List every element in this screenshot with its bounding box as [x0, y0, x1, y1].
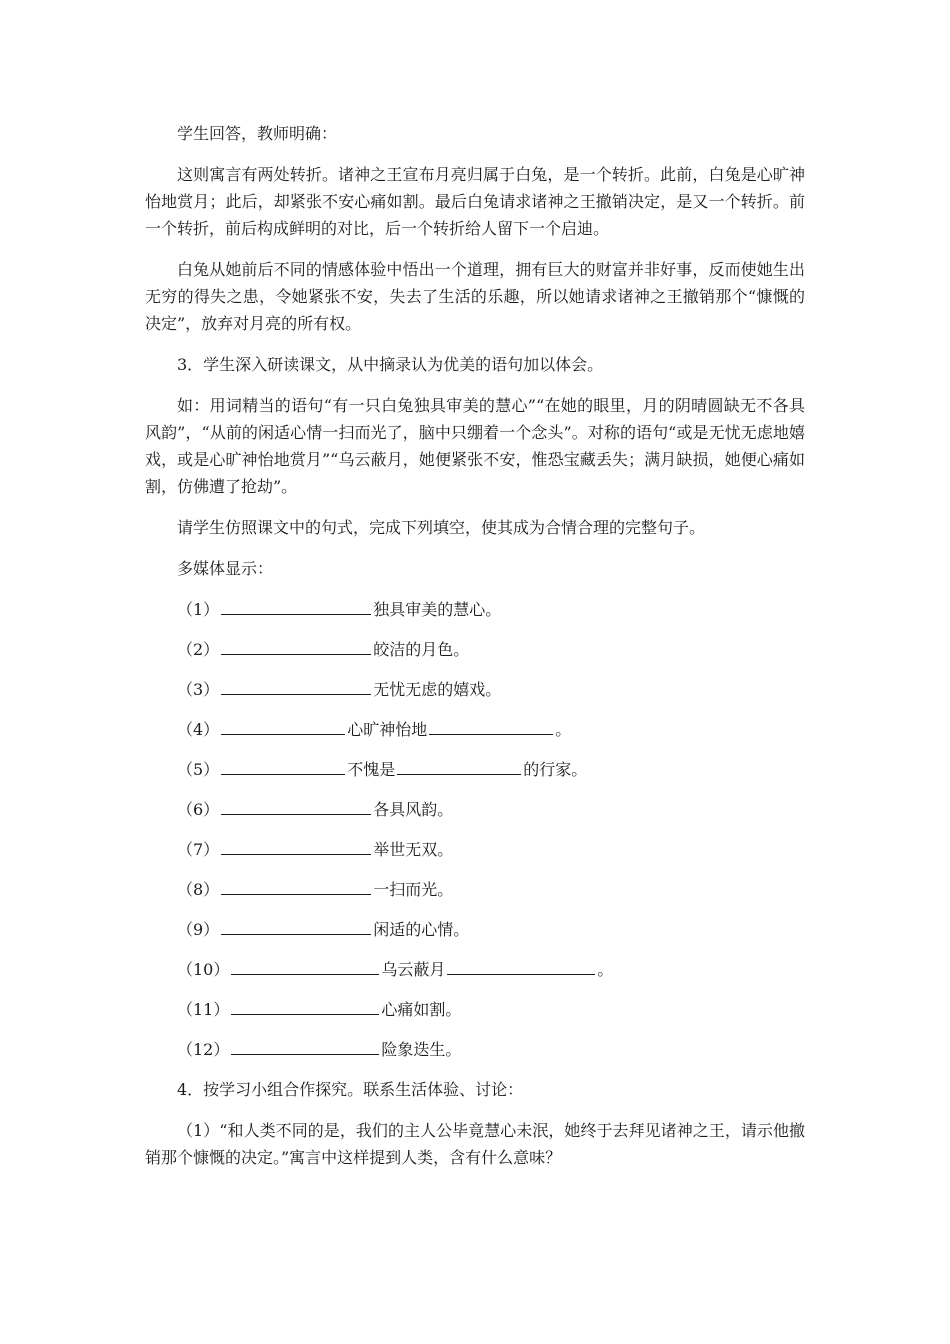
fill-item-3 [177, 676, 805, 703]
item-text: 举世无双。 [373, 840, 454, 859]
item-text: 闲适的心情。 [373, 920, 470, 939]
fill-item-5 [177, 756, 805, 783]
item-number: （2） [177, 640, 220, 659]
document-page [145, 120, 805, 1185]
fill-item-8 [177, 876, 805, 903]
item-text: 心旷神怡地 [347, 720, 428, 739]
paragraph-fill-instruction: 请学生仿照课文中的句式，完成下列填空，使其成为合情合理的完整句子。 [177, 518, 706, 537]
fill-item-11 [177, 996, 805, 1023]
item-number: （6） [177, 800, 220, 819]
blank-field[interactable] [221, 916, 371, 935]
fill-item-2 [177, 636, 805, 663]
item-number: （9） [177, 920, 220, 939]
blank-field[interactable] [221, 796, 371, 815]
fill-item-4 [177, 716, 805, 743]
blank-field[interactable] [231, 956, 379, 975]
item-text: 一扫而光。 [373, 880, 454, 899]
fill-item-12 [177, 1036, 805, 1063]
paragraph-question-1: （1）“和人类不同的是，我们的主人公毕竟慧心未泯，她终于去拜见诸神之王，请示他撤销那个慷慨的决定。”寓言中这样提到人类，含有什么意味？ [145, 1121, 805, 1167]
item-number: （12） [177, 1040, 230, 1059]
blank-field[interactable] [231, 1036, 379, 1055]
blank-field[interactable] [221, 596, 371, 615]
item-text: 乌云蔽月 [381, 960, 446, 979]
blank-field[interactable] [231, 996, 379, 1015]
blank-field[interactable] [221, 716, 345, 735]
fill-item-1 [177, 596, 805, 623]
blank-field-2[interactable] [447, 956, 595, 975]
fill-item-9 [177, 916, 805, 943]
item-number: （10） [177, 960, 230, 979]
blank-field[interactable] [221, 836, 371, 855]
paragraph-multimedia: 多媒体显示： [177, 559, 274, 578]
item-text: 无忧无虑的嬉戏。 [373, 680, 502, 699]
item-text-end: 的行家。 [523, 760, 588, 779]
item-number: （4） [177, 720, 220, 739]
blank-field[interactable] [221, 676, 371, 695]
blank-field-2[interactable] [429, 716, 553, 735]
paragraph-step-3: 3．学生深入研读课文，从中摘录认为优美的语句加以体会。 [177, 355, 604, 374]
item-text-end: 。 [597, 960, 614, 979]
fill-item-6 [177, 796, 805, 823]
item-text: 皎洁的月色。 [373, 640, 470, 659]
item-text: 独具审美的慧心。 [373, 600, 502, 619]
item-number: （11） [177, 1000, 230, 1019]
blank-field[interactable] [221, 636, 371, 655]
blank-field[interactable] [221, 756, 345, 775]
paragraph-turning-points: 这则寓言有两处转折。诸神之王宣布月亮归属于白兔，是一个转折。此前，白兔是心旷神怡地赏月；此后，却紧张不安心痛如割。最后白兔请求诸神之王撤销决定，是又一个转折。前一个转折，前后构成鲜明的对比，后一个转折给人留下一个启迪。 [145, 165, 805, 238]
item-text: 不愧是 [347, 760, 396, 779]
item-number: （3） [177, 680, 220, 699]
fill-item-10 [177, 956, 805, 983]
item-number: （1） [177, 600, 220, 619]
item-text: 心痛如割。 [381, 1000, 462, 1019]
paragraph-step-4: 4．按学习小组合作探究。联系生活体验、讨论： [177, 1080, 524, 1099]
item-number: （5） [177, 760, 220, 779]
blank-field[interactable] [221, 876, 371, 895]
item-text: 各具风韵。 [373, 800, 454, 819]
paragraph-lesson: 白兔从她前后不同的情感体验中悟出一个道理，拥有巨大的财富并非好事，反而使她生出无穷的得失之患，令她紧张不安，失去了生活的乐趣，所以她请求诸神之王撤销那个“慷慨的决定”，放弃对月亮的所有权。 [145, 260, 805, 333]
paragraph-examples: 如：用词精当的语句“有一只白兔独具审美的慧心”“在她的眼里，月的阴晴圆缺无不各具风韵”，“从前的闲适心情一扫而光了，脑中只绷着一个念头”。对称的语句“或是无忧无虑地嬉戏，或是心旷神怡地赏月”“乌云蔽月，她便紧张不安，惟恐宝藏丢失；满月缺损，她便心痛如割，仿佛遭了抢劫”。 [145, 396, 805, 496]
paragraph-answer-intro: 学生回答，教师明确： [177, 124, 338, 143]
fill-item-7 [177, 836, 805, 863]
item-text-end: 。 [555, 720, 572, 739]
item-number: （7） [177, 840, 220, 859]
blank-field-2[interactable] [397, 756, 521, 775]
item-number: （8） [177, 880, 220, 899]
item-text: 险象迭生。 [381, 1040, 462, 1059]
